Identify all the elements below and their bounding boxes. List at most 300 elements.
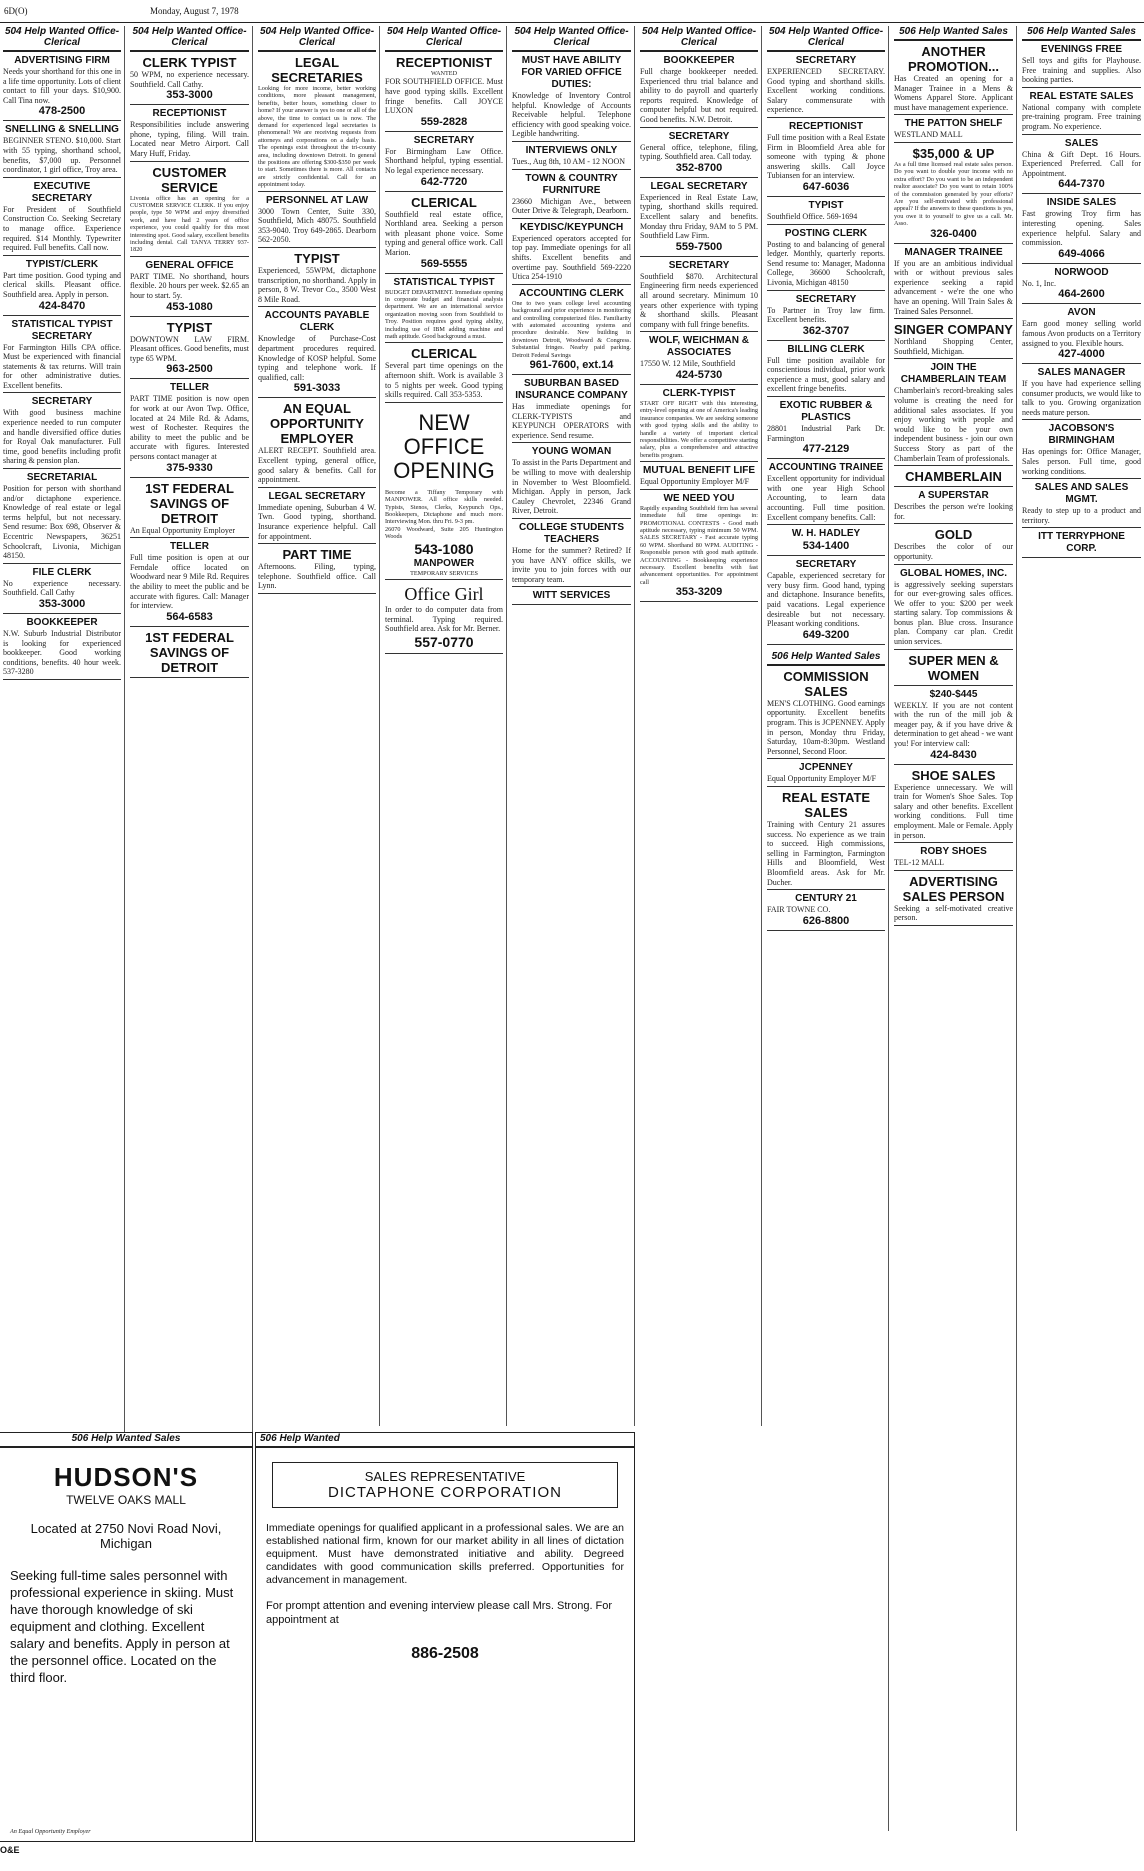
ad-title: EXOTIC RUBBER & PLASTICS bbox=[779, 400, 873, 424]
ad-title: PART TIME bbox=[282, 547, 352, 563]
ad-body: 28801 Industrial Park Dr. Farmington bbox=[767, 424, 885, 443]
classified-ad bbox=[767, 344, 885, 397]
ad-title: RECEPTIONIST bbox=[152, 108, 227, 120]
classified-ad bbox=[3, 259, 121, 316]
section-heading: 504 Help Wanted Office-Clerical bbox=[130, 26, 249, 52]
ad-body: BEGINNER STENO. $10,000. Start with 55 typing, shorthand school, benefits, $7,000 up. Personnel coordinator, 1 girl office, Troy area. bbox=[3, 136, 121, 175]
ad-title: MUTUAL BENEFIT LIFE bbox=[642, 465, 756, 477]
classified-ad bbox=[1022, 197, 1141, 263]
ad-title: BOOKKEEPER bbox=[663, 55, 735, 66]
ad-title: $240-$445 bbox=[929, 688, 978, 700]
ad-title: A SUPERSTAR bbox=[918, 490, 989, 502]
section-heading-sales: 506 Help Wanted Sales bbox=[1022, 26, 1141, 41]
ad-body: Experience unnecessary. We will train for Women's Shoe Sales. Top salary and other benefits. Excellent working conditions. Full time employment. Male or Female. Apply in person. bbox=[894, 782, 1013, 840]
ad-phone: 649-4066 bbox=[1058, 247, 1105, 260]
ad-body: Looking for more income, better working conditions, more pleasant management, benefits, better hours, something closer to home? If your answer is yes to one or all of the above, the time to contact us is now. The demand for experienced legal secretaries is phenomenal! We are receiving requests from attorneys and corporations on a daily basis. The openings exist throughout the tri-county area, including downtown Detroit. In general the positions are offering $300-$350 per week to start. Sometimes there is more. All contacts are strictly confidential. Call for an appointment today. bbox=[258, 85, 376, 189]
ad-body: MEN'S CLOTHING. Good earnings opportunity. Excellent benefits program. This is JCPENNEY. Apply in person, Monday thru Friday, Saturday, 10am-8:30pm. Westland Personnel, Second Floor. bbox=[767, 698, 885, 756]
ad-body: Position for person with shorthand and/or dictaphone experience. Knowledge of real estate or legal terms helpful, but not necessary. Send resume: Box 698, Observer & Eccentric Newspapers, 36251 Schoolcraft, Livonia, Michigan 48150. bbox=[3, 484, 121, 561]
classified-ad bbox=[3, 567, 121, 614]
new-office-line3: OPENING bbox=[393, 457, 495, 483]
ad-title: ROBY SHOES bbox=[920, 846, 987, 858]
ad-body: Afternoons. Filing, typing, telephone. Southfield office. Call Lynn. bbox=[258, 562, 376, 591]
classified-ad bbox=[385, 346, 503, 402]
ad-title: 1ST FEDERAL SAVINGS OF DETROIT bbox=[145, 629, 234, 675]
ad-body: One to two years college level accounting background and prior experience in monitoring and controlling computerized files. Familiarity with automated accounting systems and procedure desirable. New building in downtown Detroit, Woodward & Congress. Substantial fringes. Nearby paid parking. Detroit Federal Savings bbox=[512, 299, 631, 359]
ad-body: 17550 W. 12 Mile, Southfield bbox=[640, 359, 736, 369]
ad-title: GLOBAL HOMES, INC. bbox=[899, 567, 1008, 579]
ad-body: To Partner in Troy law firm. Excellent benefits. bbox=[767, 305, 885, 325]
section-heading: 504 Help Wanted Office-Clerical bbox=[640, 26, 758, 52]
ad-title: CUSTOMER SERVICE bbox=[152, 164, 227, 195]
ad-title: LEGAL SECRETARIES bbox=[271, 55, 363, 85]
ad-list bbox=[767, 55, 885, 645]
dictaphone-ad bbox=[255, 1432, 635, 1842]
ad-list bbox=[512, 55, 631, 605]
new-office-line2: OFFICE bbox=[403, 433, 485, 459]
ad-body: To assist in the Parts Department and be willing to move with dealership in November to West Bloomfield. Michigan. Apply in person, Jack Cauley Chevrolet, 22346 Grand River, Detroit. bbox=[512, 458, 631, 516]
ad-body: Training with Century 21 assures success. No experience as we train to succeed. High commissions, selling in Farmington, Farmington Hills and Bloomfield, West Bloomfield areas. Ask for Mr. Ducher. bbox=[767, 819, 885, 887]
ad-title: ITT TERRYPHONE CORP. bbox=[1038, 531, 1125, 555]
ad-body: WEEKLY. If you are not content with the run of the mill job & meager pay, & if you have drive & determination to get ahead - we want you! For interview call: bbox=[894, 700, 1013, 749]
ad-title: TYPIST bbox=[808, 199, 844, 211]
hudsons-body: Seeking full-time sales personnel with professional experience in skiing. Must have thorough knowledge of ski equipment and clothing. Excellent salary and benefits. Apply in person at the personnel office. Located on the third floor. bbox=[10, 1568, 234, 1685]
classified-ad bbox=[512, 378, 631, 443]
ad-body: Home for the summer? Retired? If you have ANY office skills, we invite you to join forces with our temporary team. bbox=[512, 545, 631, 584]
classified-ad bbox=[1022, 531, 1141, 558]
dictaphone-title: SALES REPRESENTATIVE bbox=[364, 1469, 526, 1484]
classified-ad bbox=[767, 528, 885, 556]
ad-body: 3000 Town Center, Suite 330, Southfield, Mich 48075. Southfield 353-9040. Troy 649-2865. Dearborn 562-2050. bbox=[258, 206, 376, 245]
ad-phone: 362-3707 bbox=[802, 324, 850, 337]
ad-title: CENTURY 21 bbox=[795, 893, 857, 905]
classified-ad bbox=[894, 247, 1013, 320]
classified-ad bbox=[894, 846, 1013, 871]
ad-phone: 649-3200 bbox=[802, 628, 850, 641]
office-girl-ad bbox=[385, 583, 503, 654]
column-3 bbox=[255, 26, 380, 1426]
classified-ad bbox=[3, 55, 121, 121]
ad-title: JACOBSON'S BIRMINGHAM bbox=[1048, 423, 1115, 447]
section-heading: 504 Help Wanted Office-Clerical bbox=[512, 26, 631, 52]
classified-ad bbox=[894, 768, 1013, 844]
ad-phone: 564-6583 bbox=[166, 610, 213, 623]
classified-ad bbox=[512, 590, 631, 605]
classified-ad bbox=[3, 396, 121, 469]
office-girl-title: Office Girl bbox=[404, 584, 484, 604]
hudsons-subtitle: TWELVE OAKS MALL bbox=[66, 1493, 186, 1507]
classified-ad bbox=[894, 362, 1013, 466]
ad-title: SALES MANAGER bbox=[1037, 367, 1126, 379]
ad-title: FILE CLERK bbox=[32, 566, 92, 578]
ad-body: WESTLAND MALL bbox=[894, 130, 963, 140]
ad-phone: 353-3209 bbox=[675, 586, 723, 599]
ad-body: As a full time licensed real estate sales person. Do you want to double your income with no extra effort? Do you want to be an independent realtor associate? Do you want to retain 100% of the commission generated by your efforts? Are you self-motivated with professional appeal? If the answers to these questions is yes, you owe it to yourself to give us a call. Mr. Asso. bbox=[894, 160, 1013, 228]
classified-ad bbox=[3, 472, 121, 564]
section-heading-sales: 506 Help Wanted Sales bbox=[894, 26, 1013, 41]
ad-title: SUBURBAN BASED INSURANCE COMPANY bbox=[515, 377, 628, 401]
ad-title: SECRETARY bbox=[31, 396, 93, 408]
ad-body: Chamberlain's record-breaking sales volume is creating the need for additional sales associates. If you enjoy working with people and would like to be your own independent business - join our own Success Story as part of the Chamberlain Team of professionals. bbox=[894, 386, 1013, 463]
ad-title: ACCOUNTS PAYABLE CLERK bbox=[264, 310, 370, 334]
classified-ad bbox=[767, 462, 885, 525]
ad-title: ACCOUNTING TRAINEE bbox=[768, 462, 884, 474]
classified-ad bbox=[258, 401, 376, 487]
ad-title: EVENINGS FREE bbox=[1040, 44, 1123, 55]
ad-body: Needs your shorthand for this one in a life time opportunity. Lots of client contact to fill your days. $10,900. Call Tina now. bbox=[3, 67, 121, 105]
classified-ad bbox=[258, 195, 376, 248]
classified-ad bbox=[894, 653, 1013, 686]
ad-phone: 534-1400 bbox=[802, 540, 850, 553]
ad-title: BOOKKEEPER bbox=[26, 616, 98, 628]
classified-ad bbox=[1022, 423, 1141, 479]
ad-title: GENERAL OFFICE bbox=[145, 259, 234, 271]
ad-body: Livonia office has an opening for a CUSTOMER SERVICE CLERK. If you enjoy people, type 50 WPM and enjoy diversified work, and have had 2 years of office experience, you could qualify for this most interesting spot. Good salary, excellent benefits including dental. Call TANYA TERRY 937-1820 bbox=[130, 194, 249, 254]
classified-ad bbox=[640, 131, 758, 178]
ad-title: SECRETARY bbox=[668, 130, 730, 142]
ad-title: SECRETARY bbox=[413, 134, 475, 146]
ad-body: For President of Southfield Construction Co. Seeking Secretary to manage office. Experience required. $14 Monthly. Typewriter required. Full benefits. Call now. bbox=[3, 204, 121, 253]
ad-body: Experienced, 55WPM, dictaphone transcription, no shorthand. Apply in person, 8 W. Trevor Co., 3500 West 8 Mile Road. bbox=[258, 266, 376, 304]
ad-body: 23660 Michigan Ave., between Outer Drive & Telegraph, Dearborn. bbox=[512, 196, 631, 216]
ad-body: Full time position with a Real Estate Firm in Bloomfield Area able for someone with typing & phone answering skills. Call Joyce Tubiansen for an interview. bbox=[767, 132, 885, 181]
ad-body: FOR SOUTHFIELD OFFICE. Must have good typing skills. Excellent fringe benefits. Call JOYCE LUXON bbox=[385, 77, 503, 116]
ad-body: PART TIME. No shorthand, hours flexible. 20 hours per week. $2.65 an hour to start. 5y. bbox=[130, 271, 249, 300]
ad-title: SALES AND SALES MGMT. bbox=[1034, 482, 1129, 506]
ad-title: $35,000 & UP bbox=[912, 145, 995, 161]
ad-title: SALES bbox=[1064, 137, 1099, 149]
classified-ad bbox=[767, 790, 885, 890]
ad-body: Experienced in Real Estate Law, typing, shorthand skills required. Excellent salary and benefits. Monday thru Friday, 9AM to 5 PM. Southfield Law Firm. bbox=[640, 192, 758, 241]
classified-ad bbox=[640, 493, 758, 602]
ad-phone: 644-7370 bbox=[1058, 178, 1105, 191]
classified-ad bbox=[894, 469, 1013, 487]
classified-ad bbox=[130, 541, 249, 627]
ad-body: is aggressively seeking superstars for our ever-growing sales offices. We offer to you: $200 per week starting salary. Top commissions & bonus plan. Blue cross. Insurance plan. Company car plan. Credit union services. bbox=[894, 579, 1013, 647]
classified-ad bbox=[767, 669, 885, 760]
ad-phone: 647-6036 bbox=[802, 180, 850, 193]
classified-ad bbox=[385, 135, 503, 192]
ad-body: TEL-12 MALL bbox=[894, 858, 944, 868]
classified-ad bbox=[512, 55, 631, 142]
classified-ad bbox=[512, 222, 631, 285]
ad-list bbox=[258, 55, 376, 594]
ad-title: LEGAL SECRETARY bbox=[650, 180, 748, 192]
classified-ad bbox=[640, 260, 758, 333]
ad-body: Tues., Aug 8th, 10 AM - 12 NOON bbox=[512, 156, 626, 166]
ad-title: TELLER bbox=[170, 541, 209, 553]
classified-ad bbox=[640, 465, 758, 490]
ad-title: SINGER COMPANY bbox=[894, 322, 1013, 338]
ad-body: No experience necessary. Southfield. Call Cathy bbox=[3, 578, 121, 598]
ad-title: EXECUTIVE SECRETARY bbox=[31, 180, 93, 204]
new-office-ad bbox=[385, 411, 503, 580]
ad-phone: 626-8800 bbox=[802, 914, 850, 927]
ad-phone: 591-3033 bbox=[293, 382, 341, 395]
ad-title: 1ST FEDERAL SAVINGS OF DETROIT bbox=[145, 480, 234, 526]
ad-title: SUPER MEN & WOMEN bbox=[908, 652, 999, 683]
ad-body: If you are an ambitious individual with or without previous sales experience seeking a rapid advancement - we're the one who have an opening. Will Train Sales & Trained Sales Personnel. bbox=[894, 258, 1013, 316]
dictaphone-company: DICTAPHONE CORPORATION bbox=[328, 1484, 562, 1501]
ad-title: REAL ESTATE SALES bbox=[781, 789, 871, 820]
hudsons-ad bbox=[0, 1432, 253, 1842]
ad-title: AVON bbox=[1067, 307, 1096, 319]
ad-title: GOLD bbox=[934, 527, 973, 543]
ad-phone: 353-3000 bbox=[38, 597, 86, 610]
ad-title: CLERK-TYPIST bbox=[662, 387, 736, 399]
ad-body: PART TIME position is now open for work at our Avon Twp. Office, located at 24 Mile Rd. & Adams, west of Rochester. Requires the ability to meet the public and be accurate with figures. Interested persons contact manager at bbox=[130, 394, 249, 461]
hudsons-section: 506 Help Wanted Sales bbox=[0, 1433, 252, 1448]
ad-body: No. 1, Inc. bbox=[1022, 278, 1056, 288]
classified-ad bbox=[130, 260, 249, 317]
ad-phone: 352-8700 bbox=[675, 161, 723, 174]
ad-body: Several part time openings on the afternoon shift. Work is available 3 to 5 nights per week. Good typing skills required. Call 353-5353. bbox=[385, 361, 503, 400]
ad-list bbox=[130, 55, 249, 678]
dictaphone-cta: For prompt attention and evening interview please call Mrs. Strong. For appointment at bbox=[266, 1600, 613, 1626]
ad-title: TELLER bbox=[170, 382, 209, 394]
manpower-logo: MANPOWER bbox=[413, 557, 475, 569]
ad-list bbox=[3, 55, 121, 680]
classified-ad bbox=[894, 44, 1013, 115]
new-office-body: Become a Tiffany Temporary with MANPOWER. All office skills needed. Typists, Stenos, Clerks, Keypunch Ops., Bookkeepers, Dictaphone and much more. Interviewing Mon. thru Fri. 9-3 pm. bbox=[385, 488, 503, 526]
ad-body: Southfield real estate office, Northland area. Seeking a person with pleasant phone voice. Some typing and general office work. Call Marion. bbox=[385, 209, 503, 257]
ad-title: INSIDE SALES bbox=[1046, 197, 1117, 209]
ad-body: National company with complete pre-training program. Free training program. No experience. bbox=[1022, 102, 1141, 131]
classified-ad bbox=[767, 121, 885, 197]
ad-title: MUST HAVE ABILITY FOR VARIED OFFICE DUTIES: bbox=[521, 55, 622, 90]
ad-list bbox=[1022, 44, 1141, 558]
ad-body: Has immediate openings for CLERK-TYPISTS and KEYPUNCH OPERATORS with experience. Send resume. bbox=[512, 401, 631, 440]
ad-title: SECRETARY bbox=[795, 559, 857, 571]
ad-title: TYPIST bbox=[294, 251, 340, 267]
ad-body: Capable, experienced secretary for very busy firm. Good hand, typing and dictaphone. Insurance benefits, paid vacations. Legal experience desireable but not necessary. Pleasant working conditions. bbox=[767, 571, 885, 629]
classified-ad bbox=[130, 630, 249, 678]
classified-ad bbox=[385, 55, 503, 132]
ad-body: Rapidly expanding Southfield firm has several immediate full time openings in: PROMOTIONAL CONTESTS - Good math aptitude necessary, typing minimum 50 WPM. SALES SECRETARY - Fast accurate typing 60 WPM. Shorthand 80 WPM. AUDITING - Responsible person with good math aptitude. ACCOUNTING - Bookkeeping experience necessary. Excellent benefits with fast advancement opportunities. For appointment call bbox=[640, 504, 758, 586]
classified-ad bbox=[894, 568, 1013, 650]
ad-body: An Equal Opportunity Employer bbox=[130, 525, 236, 535]
ad-title: SECRETARY bbox=[795, 55, 857, 66]
classified-ad bbox=[512, 145, 631, 170]
ad-list bbox=[640, 55, 758, 602]
classified-ad bbox=[3, 617, 121, 680]
ad-body: General office, telephone, filing, typing. Southfield area. Call today. bbox=[640, 142, 758, 162]
ad-title: YOUNG WOMAN bbox=[531, 446, 612, 458]
column-5 bbox=[509, 26, 635, 1426]
ad-title: TYPIST/CLERK bbox=[25, 258, 99, 270]
classified-ad bbox=[258, 310, 376, 398]
ad-body: 50 WPM, no experience necessary. Southfield. Call Cathy. bbox=[130, 70, 249, 89]
ad-phone: 424-8470 bbox=[38, 299, 86, 312]
ad-phone: 478-2500 bbox=[38, 105, 86, 118]
ad-title: PERSONNEL AT LAW bbox=[265, 194, 369, 206]
classified-ad bbox=[3, 319, 121, 394]
ad-body: Describes the color of our opportunity. bbox=[894, 542, 1013, 561]
ad-body: FAIR TOWNE CO. bbox=[767, 905, 831, 915]
section-heading-sales: 506 Help Wanted Sales bbox=[767, 651, 885, 666]
ad-body: ALERT RECEPT. Southfield area. Excellent typing, general office, good salary & benefits. Call for appointment. bbox=[258, 446, 376, 485]
ad-body: EXPERIENCED SECRETARY. Good typing and shorthand skills. Excellent working conditions. Salary commensurate with experience. bbox=[767, 67, 885, 115]
ad-title: RECEPTIONIST bbox=[395, 55, 493, 70]
ad-title: KEYDISC/KEYPUNCH bbox=[519, 221, 624, 233]
page-header bbox=[0, 0, 1144, 23]
ad-title: ADVERTISING FIRM bbox=[14, 55, 110, 66]
classified-ad bbox=[1022, 267, 1141, 305]
ad-body: Immediate opening, Suburban 4 W. Twn. Good typing, shorthand. Insurance experience helpful. Call for appointment. bbox=[258, 502, 376, 541]
ad-phone: 326-0400 bbox=[930, 227, 977, 240]
ad-body: Equal Opportunity Employer M/F bbox=[767, 774, 877, 784]
ad-phone: 559-7500 bbox=[675, 240, 723, 253]
ad-phone: 642-7720 bbox=[420, 175, 468, 188]
ad-title: CLERK TYPIST bbox=[142, 55, 237, 70]
ad-title: CHAMBERLAIN bbox=[905, 469, 1002, 485]
classified-ad bbox=[1022, 91, 1141, 135]
classified-ad bbox=[385, 195, 503, 274]
ad-body: DOWNTOWN LAW FIRM. Pleasant offices. Good benefits, must type 65 WPM. bbox=[130, 334, 249, 363]
new-office-line1: NEW bbox=[418, 409, 470, 435]
classified-ad bbox=[258, 547, 376, 594]
column-4 bbox=[382, 26, 507, 1426]
ad-body: Knowledge of Inventory Control helpful. Knowledge of Accounts Receivable helpful. Telephone efficiency with good speaking voice. Legible handwriting. bbox=[512, 91, 631, 139]
ad-title: THE PATTON SHELF bbox=[904, 118, 1003, 130]
ad-title: RECEPTIONIST bbox=[789, 120, 863, 132]
column-9 bbox=[1019, 26, 1144, 1831]
ad-body: Seeking a self-motivated creative person. bbox=[894, 903, 1013, 923]
ad-phone: 559-2828 bbox=[420, 115, 468, 128]
ad-title: INTERVIEWS ONLY bbox=[525, 144, 618, 156]
ad-phone: 424-5730 bbox=[675, 368, 723, 381]
classified-ad bbox=[894, 118, 1013, 143]
ad-body: Has Created an opening for a Manager Trainee in a Mens & Womens Apparel Store. Applicant must have management experience. bbox=[894, 74, 1013, 112]
ad-body: Has openings for: Office Manager, Sales person. Full time, good working conditions. bbox=[1022, 447, 1141, 476]
column-8 bbox=[891, 26, 1017, 1831]
ad-title: CLERICAL bbox=[411, 194, 477, 210]
new-office-address: 26070 Woodward, Suite 205 Huntington Woods bbox=[385, 525, 503, 541]
ad-body: Responsibilities include answering phone, typing, filing. Will train. Located near Metro Airport. Call Mary Huff, Friday. bbox=[130, 120, 249, 158]
classified-ad bbox=[258, 251, 376, 307]
ad-phone: 477-2129 bbox=[802, 443, 850, 456]
classified-ad bbox=[130, 55, 249, 105]
ad-body: Southfield $870. Architectural Engineering firm needs experienced all around secretary. Minimum 10 years other experience with typing & shorthand skills. Pleasant company with full fringe benefits. bbox=[640, 271, 758, 329]
ad-phone: 963-2500 bbox=[166, 363, 213, 376]
ad-body: N.W. Suburb Industrial Distributor is looking for experienced bookkeeper. Good working conditions, benefits. 40 hour week. 537-3280 bbox=[3, 628, 121, 677]
ad-title: CLERICAL bbox=[411, 346, 477, 362]
classified-ad bbox=[512, 288, 631, 375]
ad-title: WOLF, WEICHMAN & ASSOCIATES bbox=[649, 335, 749, 359]
ad-body: Excellent opportunity for individual with one year High School Accounting, to learn data accounting. Full time position. Excellent company benefits. Call: bbox=[767, 474, 885, 522]
classified-ad bbox=[1022, 44, 1141, 88]
ad-title: MANAGER TRAINEE bbox=[904, 246, 1003, 258]
classified-ad bbox=[767, 762, 885, 787]
ad-title: ANOTHER PROMOTION... bbox=[908, 44, 999, 74]
page-footer: O&E bbox=[0, 1845, 20, 1855]
office-girl-body: In order to do computer data from terminal. Typing required. Southfield area. Ask for Mr. Berner. bbox=[385, 605, 503, 634]
ad-title: WITT SERVICES bbox=[532, 590, 611, 602]
ad-title: COMMISSION SALES bbox=[783, 668, 869, 699]
dictaphone-body: Immediate openings for qualified applicant in a professional sales. We are an established national firm, known for our market ability in all lines of dictation equipment. Must have demonstrated initiative and ability. Degreed candidates with good communication skills preferred. Opportunities for advancement in management. bbox=[266, 1522, 624, 1586]
classified-ad bbox=[130, 320, 249, 380]
classified-ad bbox=[767, 200, 885, 225]
classified-ad bbox=[130, 108, 249, 161]
ad-list bbox=[385, 55, 503, 403]
ad-title: JOIN THE CHAMBERLAIN TEAM bbox=[900, 362, 1007, 386]
ad-phone: 424-8430 bbox=[930, 748, 977, 761]
ad-body: Sell toys and gifts for Playhouse. Free training and supplies. Also booking parties. bbox=[1022, 56, 1141, 85]
classified-ad bbox=[3, 181, 121, 256]
page-number: 6D(O) bbox=[4, 6, 28, 16]
classified-ad bbox=[1022, 482, 1141, 528]
ad-title: SECRETARY bbox=[795, 293, 857, 305]
ad-body: For Birmingham Law Office. Shorthand helpful, typing essential. No legal experience necessary. bbox=[385, 146, 503, 175]
classified-ad bbox=[894, 322, 1013, 359]
column-6 bbox=[637, 26, 762, 1426]
classified-ad bbox=[640, 388, 758, 462]
classified-ad bbox=[1022, 367, 1141, 420]
classified-ad bbox=[894, 490, 1013, 524]
ad-body: Ready to step up to a product and territory. bbox=[1022, 506, 1141, 525]
ad-body: Describes the person we're looking for. bbox=[894, 502, 1013, 521]
section-heading: 504 Help Wanted Office-Clerical bbox=[767, 26, 885, 52]
page-date: Monday, August 7, 1978 bbox=[150, 6, 239, 16]
classified-ad bbox=[894, 689, 1013, 765]
ad-title: TOWN & COUNTRY FURNITURE bbox=[525, 172, 618, 196]
ad-list bbox=[894, 44, 1013, 926]
ad-title: STATISTICAL TYPIST SECRETARY bbox=[11, 318, 113, 342]
classified-ad bbox=[640, 335, 758, 385]
classified-ad bbox=[258, 55, 376, 192]
ad-body: Experienced operators accepted for top pay. Immediate openings for all shifts. Excellent benefits and overtime pay. Southfield 569-2220 Utica 254-1910 bbox=[512, 233, 631, 282]
ad-body: Posting to and balancing of general ledger. Monthly, quarterly reports. Send resume to: Manager, Madonna College, 36600 Schoolcraft, Livonia, Michigan 48150 bbox=[767, 239, 885, 287]
ad-body: Earn good money selling world famous Avon products on a Territory assigned to you. Flexible hours. bbox=[1022, 319, 1141, 348]
classified-ad bbox=[767, 559, 885, 645]
section-heading: 504 Help Wanted Office-Clerical bbox=[258, 26, 376, 52]
ad-body: BUDGET DEPARTMENT. Immediate opening in corporate budget and financial analysis department. We are an international service organization moving soon from Southfield to Troy. Position requires good typing ability, including use of IBM adding machine and math aptitude. Good background a must. bbox=[385, 288, 503, 340]
ad-subtitle: WANTED bbox=[430, 70, 458, 77]
ad-body: Equal Opportunity Employer M/F bbox=[640, 477, 750, 487]
ad-phone: 569-5555 bbox=[420, 257, 468, 270]
ad-body: Northland Shopping Center, Southfield, Michigan. bbox=[894, 337, 1013, 356]
ad-body: Part time position. Good typing and clerical skills. Pleasant office. Southfield area. Apply in person. bbox=[3, 270, 121, 299]
ad-phone: 453-1080 bbox=[166, 300, 213, 313]
ad-body: With good business machine experience needed to run computer and handle diversified office duties for Royal Oak manufacturer. Full time, good benefits including profit sharing & pension plan. bbox=[3, 408, 121, 466]
classified-ad bbox=[130, 382, 249, 477]
ad-phone: 353-3000 bbox=[166, 89, 213, 102]
hudsons-title: HUDSON'S bbox=[53, 1462, 199, 1492]
ad-body: For Farmington Hills CPA office. Must be experienced with financial statements & tax returns. Will train for other administrative duties. Excellent benefits. bbox=[3, 342, 121, 390]
new-office-phone: 543-1080 bbox=[414, 540, 474, 557]
ad-body: Full time position is open at our Ferndale office located on Woodward near 9 Mile Rd. Requires the ability to meet the public and be accurate with figures. Call: Manager for interview. bbox=[130, 553, 249, 611]
ad-title: SNELLING & SNELLING bbox=[5, 124, 119, 136]
ad-title: JCPENNEY bbox=[799, 762, 853, 774]
ad-title: AN EQUAL OPPORTUNITY EMPLOYER bbox=[270, 401, 364, 447]
column-7 bbox=[764, 26, 889, 1831]
classified-ad bbox=[894, 146, 1013, 244]
ad-title: LEGAL SECRETARY bbox=[268, 490, 366, 502]
dictaphone-phone: 886-2508 bbox=[411, 1645, 479, 1662]
ad-phone: 961-7600, ext.14 bbox=[529, 358, 614, 371]
classified-ad bbox=[130, 165, 249, 257]
ad-phone: 427-4000 bbox=[1058, 348, 1105, 361]
ad-title: BILLING CLERK bbox=[787, 343, 865, 355]
ad-phone: 464-2600 bbox=[1058, 288, 1105, 301]
classified-ad bbox=[767, 55, 885, 118]
ad-title: REAL ESTATE SALES bbox=[1029, 90, 1134, 102]
section-heading: 504 Help Wanted Office-Clerical bbox=[385, 26, 503, 52]
hudsons-location: Located at 2750 Novi Road Novi, Michigan bbox=[30, 1521, 222, 1551]
office-girl-phone: 557-0770 bbox=[414, 633, 474, 650]
classified-ad bbox=[767, 294, 885, 341]
ad-title: STATISTICAL TYPIST bbox=[393, 276, 495, 288]
classified-ad bbox=[130, 481, 249, 539]
